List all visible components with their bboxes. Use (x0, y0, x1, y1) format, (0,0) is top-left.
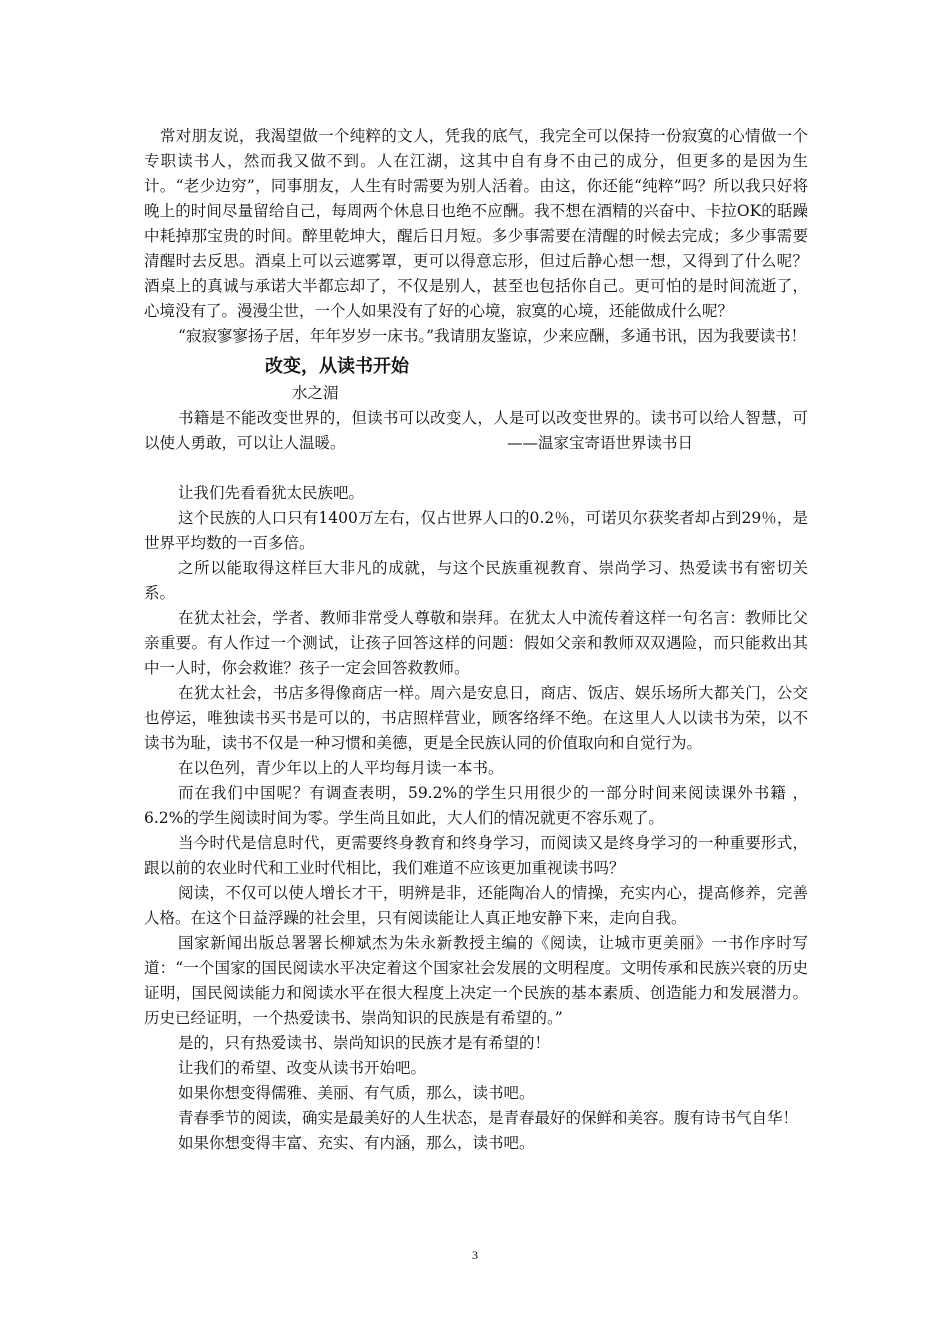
page-number: 3 (472, 1248, 478, 1262)
body-paragraph: 青春季节的阅读，确实是最美好的人生状态，是青春最好的保鲜和美容。腹有诗书气自华！ (178, 1109, 799, 1127)
body-paragraph: 而在我们中国呢？有调查表明，59.2%的学生只用很少的一部分时间来阅读课外书籍 ，6.2%的学生阅读时间为零。学生尚且如此，大人们的情况就更不容乐观了。 (144, 784, 808, 827)
body-paragraph: 在以色列，青少年以上的人平均每月读一本书。 (178, 759, 504, 777)
body-paragraph: 是的，只有热爱读书、崇尚知识的民族才是有希望的！ (178, 1034, 551, 1052)
body-paragraph: 当今时代是信息时代，更需要终身教育和终身学习，而阅读又是终身学习的一种重要形式，跟以前的农业时代和工业时代相比，我们难道不应该更加重视读书吗？ (144, 834, 808, 877)
body-paragraph: 让我们先看看犹太民族吧。 (178, 484, 365, 502)
body-paragraph: 之所以能取得这样巨大非凡的成就，与这个民族重视教育、崇尚学习、热爱读书有密切关系。 (144, 559, 808, 602)
blank-line (144, 456, 808, 481)
article-author: 水之湄 (292, 384, 339, 402)
body-paragraph: 让我们的希望、改变从读书开始吧。 (178, 1059, 427, 1077)
epigraph-source: ——温家宝寄语世界读书日 (507, 434, 694, 452)
body-paragraph: 阅读，不仅可以使人增长才干，明辨是非，还能陶冶人的情操，充实内心，提高修养，完善人格。在这个日益浮躁的社会里，只有阅读能让人真正地安静下来，走向自我。 (144, 884, 808, 927)
epigraph-text: 书籍是不能改变世界的，但读书可以改变人，人是可以改变世界的。读书可以给人智慧，可以使人勇敢，可以让人温暖。 (144, 409, 808, 452)
body-paragraph: 在犹太社会，学者、教师非常受人尊敬和崇拜。在犹太人中流传着这样一句名言：教师比父亲重要。有人作过一个测试，让孩子回答这样的问题：假如父亲和教师双双遇险，而只能救出其中一人时，你会救谁？孩子一定会回答救教师。 (144, 609, 808, 677)
paragraph-reading-solitude: 常对朋友说，我渴望做一个纯粹的文人，凭我的底气，我完全可以保持一份寂寞的心情做一个专职读书人，然而我又做不到。人在江湖，这其中自有身不由己的成分，但更多的是因为生计。“老少边穷”，同事朋友，人生有时需要为别人活着。由这，你还能“纯粹”吗？所以我只好将晚上的时间尽量留给自己，每周两个休息日也绝不应酬。我不想在酒精的兴奋中、卡拉OK的聒躁中耗掉那宝贵的时间。醉里乾坤大，醒后日月短。多少事需要在清醒的时候去完成；多少事需要清醒时去反思。酒桌上可以云遮雾罩，更可以得意忘形，但过后静心想一想，又得到了什么呢？酒桌上的真诚与承诺大半都忘却了，不仅是别人，甚至也包括你自己。更可怕的是时间流逝了，心境没有了。漫漫尘世，一个人如果没有了好的心境，寂寞的心境，还能做成什么呢？ (144, 127, 808, 320)
body-paragraph: 国家新闻出版总署署长柳斌杰为朱永新教授主编的《阅读，让城市更美丽》一书作序时写道：“一个国家的国民阅读水平决定着这个国家社会发展的文明程度。文明传承和民族兴衰的历史证明，国民阅读能力和阅读水平在很大程度上决定一个民族的基本素质、创造能力和发展潜力。历史已经证明，一个热爱读书、崇尚知识的民族是有希望的。” (144, 934, 808, 1027)
body-paragraph: 如果你想变得儒雅、美丽、有气质，那么，读书吧。 (178, 1084, 535, 1102)
body-paragraph: 在犹太社会，书店多得像商店一样。周六是安息日，商店、饭店、娱乐场所大都关门，公交也停运，唯独读书买书是可以的，书店照样营业，顾客络绎不绝。在这里人人以读书为荣，以不读书为耻，读书不仅是一种习惯和美德，更是全民族认同的价值取向和自觉行为。 (144, 684, 808, 752)
paragraph-poem-quote: “寂寂寥寥扬子居，年年岁岁一床书。”我请朋友鉴谅，少来应酬，多通书讯，因为我要读书！ (178, 327, 807, 345)
body-paragraph: 如果你想变得丰富、充实、有内涵，那么，读书吧。 (178, 1134, 535, 1152)
article-title: 改变，从读书开始 (265, 356, 409, 377)
epigraph (144, 406, 808, 456)
page-content (144, 124, 808, 1156)
body-paragraph: 这个民族的人口只有1400万左右，仅占世界人口的0.2％，可诺贝尔获奖者却占到29％，是世界平均数的一百多倍。 (144, 509, 808, 552)
